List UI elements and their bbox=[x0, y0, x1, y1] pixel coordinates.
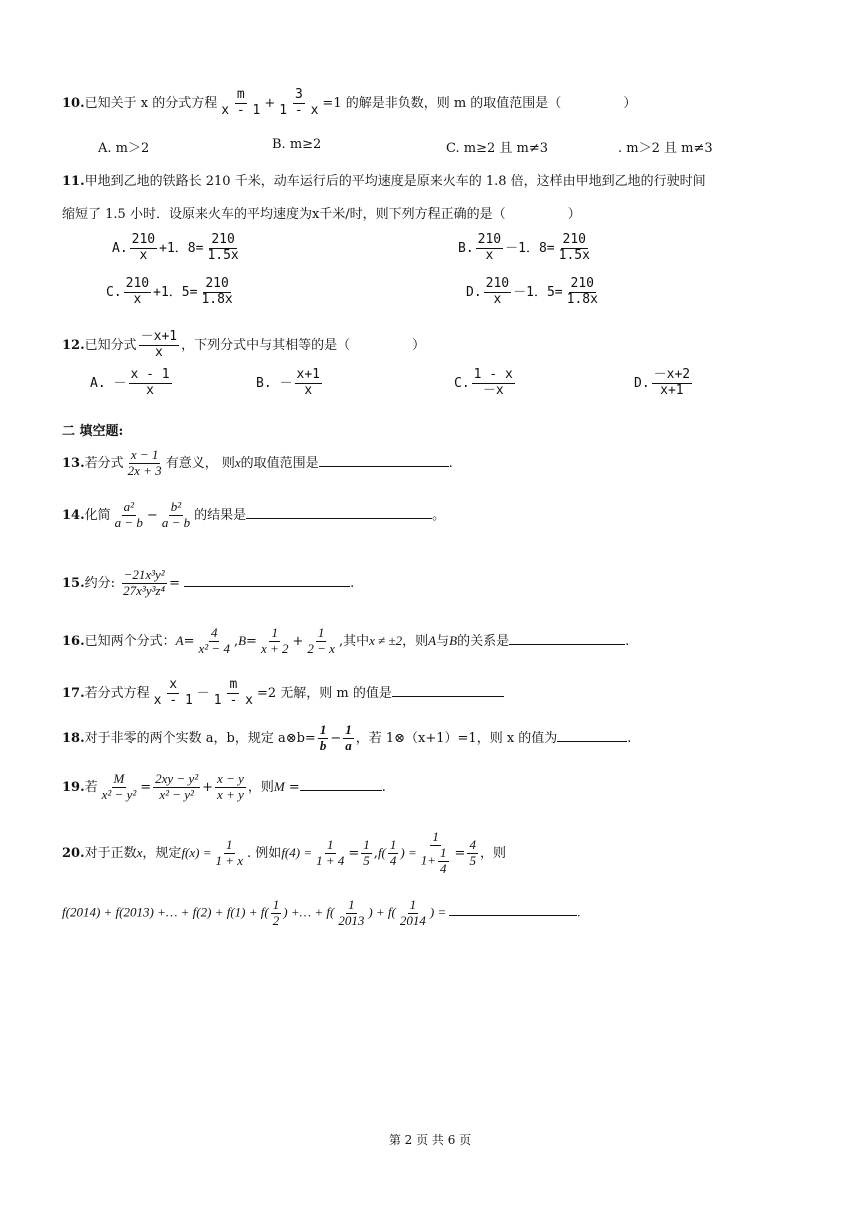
fraction: $\frac{1}{1 + 4}$ bbox=[316, 836, 345, 868]
question-20-sum: f(2014) + f(2013) +… + f(2) + f(1) + f( $\frac{1}{2}$ ) +… + f( $\frac{1}{2013}$ ) + f( $\frac{1}{2014}$ ) = . bbox=[62, 897, 581, 928]
option-c: C. m≥2 且 m≠3 bbox=[446, 141, 548, 156]
question-number: 17. bbox=[62, 685, 85, 701]
question-text: =2 无解，则 m 的值是 bbox=[256, 685, 392, 701]
fraction: $\frac{\text{−21x³y²}}{\text{27x³y³z⁴}}$ bbox=[123, 567, 166, 598]
fraction: $\frac{4}{\text{x² − 4}}$ bbox=[198, 625, 230, 656]
question-text: 已知两个分式： bbox=[84, 633, 176, 649]
variable: x bbox=[311, 207, 320, 222]
question-text: 约分: bbox=[84, 575, 116, 591]
fraction: 1 1+ $\frac{1}{4}$ bbox=[420, 829, 447, 876]
question-number: 15. bbox=[62, 575, 85, 591]
question-text: 有意义， 则 bbox=[165, 455, 235, 471]
fraction: $\frac{\text{2xy − y²}}{\text{x² − y²}}$ bbox=[155, 771, 199, 802]
option-d: D. $\frac{210}{x}$ －1．5= $\frac{210}{1.8x}$ bbox=[466, 276, 598, 307]
variable: x bbox=[234, 454, 241, 470]
question-15: 15.约分: $\frac{\text{−21x³y²}}{\text{27x³y³z⁴}}$ = . bbox=[62, 567, 355, 598]
question-text: 对于非零的两个实数 a，b，规定 a⊗b= bbox=[84, 730, 316, 746]
fraction: $\frac{m}{1 - x}$ bbox=[213, 677, 253, 708]
option-d: D. $\frac{-x+2}{x+1}$ bbox=[634, 367, 691, 398]
fraction: $\frac{\text{b²}}{a - b}$ bbox=[161, 499, 191, 530]
answer-blank[interactable] bbox=[557, 741, 627, 742]
fraction: $\frac{x - y}{x + y}$ bbox=[217, 771, 244, 802]
question-text: 甲地到乙地的铁路长 210 千米，动车运行后的平均速度是原来火车的 1.8 倍，这样由甲地到乙地的行驶时间 bbox=[84, 174, 706, 189]
answer-blank[interactable] bbox=[509, 644, 625, 645]
question-number: 11. bbox=[62, 174, 85, 189]
option-b: B. m≥2 bbox=[272, 137, 322, 152]
close-paren: ） bbox=[412, 337, 426, 353]
fraction: $\frac{m}{x - 1}$ bbox=[221, 87, 261, 118]
option-c: C. $\frac{1 - x}{-x}$ bbox=[454, 367, 513, 398]
option-a: A. m＞2 bbox=[98, 141, 150, 156]
question-text: 千米/时，则下列方程正确的是（ bbox=[319, 207, 506, 222]
question-number: 20. bbox=[62, 845, 85, 861]
fraction: $\frac{1}{2}$ bbox=[272, 897, 280, 928]
question-number: 18. bbox=[62, 730, 85, 746]
fraction: $\frac{1}{b}$ bbox=[319, 722, 327, 753]
close-paren: ） bbox=[567, 207, 581, 222]
question-17: 17.若分式方程 $\frac{x}{x - 1}$ － $\frac{m}{1 - x}$ =2 无解，则 m 的值是 bbox=[62, 678, 504, 709]
question-number: 14. bbox=[62, 507, 85, 523]
question-number: 16. bbox=[62, 633, 85, 649]
question-text: 若分式方程 bbox=[84, 685, 150, 701]
answer-blank[interactable] bbox=[184, 586, 350, 587]
fraction: $\frac{4}{5}$ bbox=[469, 836, 476, 868]
question-13: 13.若分式 $\frac{x - 1}{2x + 3}$ 有意义， 则x的取值范围是 . bbox=[62, 447, 453, 478]
answer-blank[interactable] bbox=[392, 696, 504, 697]
page-footer: 第 2 页 共 6 页 bbox=[388, 1133, 472, 1147]
close-paren: ） bbox=[623, 95, 637, 111]
fraction: $\frac{-x+1}{x}$ bbox=[140, 329, 178, 360]
question-text: ，若 1⊗（x+1）=1，则 x 的值为 bbox=[355, 730, 558, 746]
option-a: A. － $\frac{x - 1}{x}$ bbox=[90, 367, 170, 398]
fraction: $\frac{\text{a²}}{a - b}$ bbox=[114, 499, 143, 530]
fraction: $\frac{1}{x + 2}$ bbox=[260, 625, 289, 656]
question-text: 缩短了 1.5 小时．设原来火车的平均速度为 bbox=[62, 207, 312, 222]
option-a: A. $\frac{210}{x}$ +1．8= $\frac{210}{1.5x}$ bbox=[112, 232, 239, 263]
option-d: . m＞2 且 m≠3 bbox=[618, 141, 713, 156]
fraction: $\frac{x}{x - 1}$ bbox=[153, 677, 193, 708]
fraction: $\frac{M}{\text{x² − y²}}$ bbox=[101, 771, 137, 802]
question-text: =1 的解是非负数，则 m 的取值范围是（ bbox=[322, 95, 562, 111]
question-text: 的取值范围是 bbox=[240, 455, 319, 471]
question-number: 12. bbox=[62, 337, 85, 353]
question-text: 已知分式 bbox=[84, 337, 137, 353]
option-b: B. － $\frac{x+1}{x}$ bbox=[256, 367, 320, 398]
question-text: 的结果是 bbox=[194, 507, 247, 523]
answer-blank[interactable] bbox=[246, 518, 432, 519]
fraction: $\frac{1}{2014}$ bbox=[399, 897, 426, 928]
fraction: $\frac{1}{4}$ bbox=[389, 836, 397, 868]
fraction: $\frac{1}{2013}$ bbox=[338, 897, 365, 928]
fraction: $\frac{1}{5}$ bbox=[363, 836, 370, 868]
question-14: 14.化简 $\frac{\text{a²}}{a - b}$ − $\frac{\text{b²}}{a - b}$ 的结果是 。 bbox=[62, 499, 446, 530]
question-11-line2 bbox=[62, 203, 581, 222]
question-11-line1 bbox=[62, 170, 706, 189]
answer-blank[interactable] bbox=[319, 466, 449, 467]
question-16: 16.已知两个分式：A= $\frac{4}{\text{x² − 4}}$ ,B= $\frac{1}{x + 2}$ + $\frac{1}{2 - x}$ ,其中x ≠ ±2，则A与B的关系是 . bbox=[62, 625, 630, 656]
answer-blank[interactable] bbox=[449, 915, 577, 916]
question-number: 13. bbox=[62, 455, 85, 471]
question-text: 若分式 bbox=[84, 455, 124, 471]
question-number: 10. bbox=[62, 95, 85, 111]
fraction: $\frac{1}{a}$ bbox=[345, 722, 352, 753]
option-b: B. $\frac{210}{x}$ －1．8= $\frac{210}{1.5x}$ bbox=[458, 232, 590, 263]
question-text: 化简 bbox=[84, 507, 111, 523]
answer-blank[interactable] bbox=[300, 790, 382, 791]
operator: + bbox=[264, 95, 276, 111]
question-18: 18.对于非零的两个实数 a，b，规定 a⊗b= $\frac{1}{b}$ − $\frac{1}{a}$ ，若 1⊗（x+1）=1，则 x 的值为 . bbox=[62, 722, 632, 753]
question-number: 19. bbox=[62, 779, 85, 795]
question-12 bbox=[62, 330, 425, 361]
section-heading: 二 填空题: bbox=[62, 424, 124, 439]
question-10 bbox=[62, 88, 636, 119]
question-text: 若 bbox=[84, 779, 98, 795]
question-19: 19.若 $\frac{M}{\text{x² − y²}}$ = $\frac{\text{2xy − y²}}{\text{x² − y²}}$ + $\frac{x - y}{x + y}$ ，则M = . bbox=[62, 771, 386, 802]
question-text: 已知关于 x 的分式方程 bbox=[84, 95, 218, 111]
question-20: 20.对于正数x，规定f(x) = $\frac{1}{1 + x}$ . 例如f(4) = $\frac{1}{1 + 4}$ = $\frac{1}{5}$ ,f( $\frac{1}{4}$ ) = 1 1+ $\frac{1}{4}$ = $\frac{4}{5}$ ，则 bbox=[62, 829, 506, 876]
fraction: $\frac{x - 1}{2x + 3}$ bbox=[127, 447, 162, 478]
question-text: ，下列分式中与其相等的是（ bbox=[181, 337, 351, 353]
fraction: $\frac{1}{2 - x}$ bbox=[307, 625, 335, 656]
fraction: $\frac{1}{1 + x}$ bbox=[215, 836, 244, 868]
option-c: C. $\frac{210}{x}$ +1．5= $\frac{210}{1.8x}$ bbox=[106, 276, 233, 307]
fraction: $\frac{3}{1 - x}$ bbox=[279, 87, 319, 118]
